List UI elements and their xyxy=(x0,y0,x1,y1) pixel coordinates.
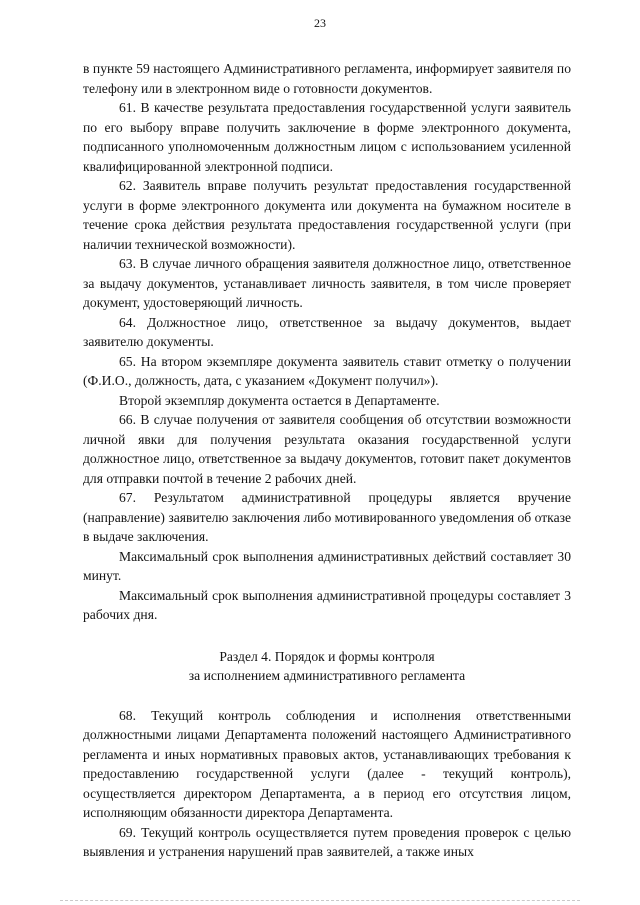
paragraph: 65. На втором экземпляре документа заявитель ставит отметку о получении (Ф.И.О., должность, дата, с указанием «Документ получил»). xyxy=(83,353,571,388)
paragraphs-top xyxy=(83,59,571,625)
paragraph: Максимальный срок выполнения административных действий составляет 30 минут. xyxy=(83,548,571,583)
paragraph: 63. В случае личного обращения заявителя должностное лицо, ответственное за выдачу документов, устанавливает личность заявителя, в том числе проверяет документ, удостоверяющий личность. xyxy=(83,256,571,310)
scan-edge-line xyxy=(60,900,580,901)
page-content xyxy=(83,59,571,862)
paragraph: 68. Текущий контроль соблюдения и исполнения ответственными должностными лицами Департамента положений настоящего Административного регламента и иных нормативных правовых актов, устанавливающих требования к предоставлению государственной услуги (далее - текущий контроль), осуществляется директором Департамента, а в период его отсутствия лицом, исполняющим обязанности директора Департамента. xyxy=(83,707,571,820)
section-heading-line-1: Раздел 4. Порядок и формы контроля xyxy=(219,648,435,664)
page-number: 23 xyxy=(314,16,326,30)
section-heading xyxy=(83,647,571,686)
paragraph: в пункте 59 настоящего Административного регламента, информирует заявителя по телефону или в электронном виде о готовности документов. xyxy=(83,61,571,96)
paragraph: 67. Результатом административной процедуры является вручение (направление) заявителю заключения либо мотивированного уведомления об отказе в выдаче заключения. xyxy=(83,490,571,544)
paragraphs-bottom xyxy=(83,706,571,862)
paragraph: 62. Заявитель вправе получить результат предоставления государственной услуги в форме электронного документа или документа на бумажном носителе в течение срока действия результата предоставления государственной услуги (при наличии технической возможности). xyxy=(83,178,571,252)
paragraph: 69. Текущий контроль осуществляется путем проведения проверок с целью выявления и устранения нарушений прав заявителей, а также иных xyxy=(83,824,571,859)
paragraph: Максимальный срок выполнения административной процедуры составляет 3 рабочих дня. xyxy=(83,587,571,622)
section-heading-line-2: за исполнением административного регламента xyxy=(188,668,466,683)
paragraph: 66. В случае получения от заявителя сообщения об отсутствии возможности личной явки для получения результата оказания государственной услуги должностное лицо, ответственное за выдачу документов, готовит пакет документов для отправки почтой в течение 2 рабочих дней. xyxy=(83,412,571,486)
paragraph: 61. В качестве результата предоставления государственной услуги заявитель по его выбору вправе получить заключение в форме электронного документа, подписанного уполномоченным должностным лицом с использованием усиленной квалифицированной электронной подписи. xyxy=(83,100,571,174)
paragraph: Второй экземпляр документа остается в Департаменте. xyxy=(119,392,440,408)
paragraph: 64. Должностное лицо, ответственное за выдачу документов, выдает заявителю документы. xyxy=(83,314,571,349)
